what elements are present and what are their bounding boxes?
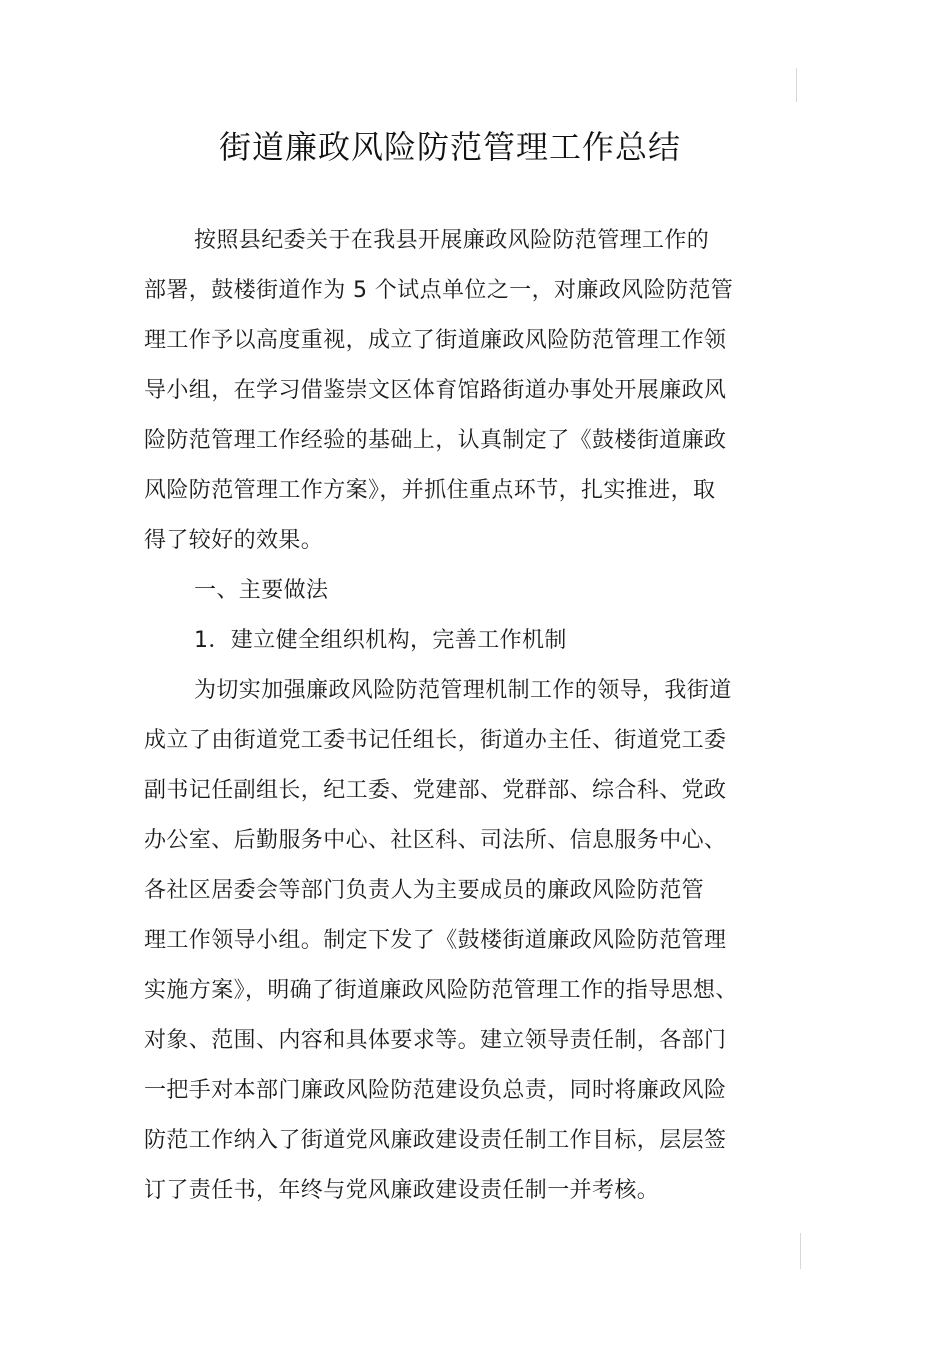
document-title: 街道廉政风险防范管理工作总结 bbox=[218, 128, 681, 166]
page-corner-mark-top bbox=[796, 68, 797, 102]
paragraph-line: 成立了由街道党工委书记任组长，街道办主任、街道党工委 bbox=[144, 728, 727, 753]
paragraph-line: 对象、范围、内容和具体要求等。建立领导责任制，各部门 bbox=[144, 1028, 727, 1053]
paragraph-line: 导小组，在学习借鉴崇文区体育馆路街道办事处开展廉政风 bbox=[144, 378, 727, 403]
paragraph-line: 办公室、后勤服务中心、社区科、司法所、信息服务中心、 bbox=[144, 828, 727, 853]
page-corner-mark-bottom bbox=[800, 1233, 801, 1269]
paragraph-line: 理工作予以高度重视，成立了街道廉政风险防范管理工作领 bbox=[144, 328, 727, 353]
paragraph-line: 一把手对本部门廉政风险防范建设负总责，同时将廉政风险 bbox=[144, 1078, 727, 1103]
subsection-heading: 1．建立健全组织机构，完善工作机制 bbox=[194, 628, 567, 653]
paragraph-line: 各社区居委会等部门负责人为主要成员的廉政风险防范管 bbox=[144, 878, 705, 903]
paragraph-line: 险防范管理工作经验的基础上，认真制定了《鼓楼街道廉政 bbox=[144, 428, 727, 453]
paragraph-line: 部署，鼓楼街道作为 5 个试点单位之一，对廉政风险防范管 bbox=[144, 278, 734, 303]
paragraph-line: 防范工作纳入了街道党风廉政建设责任制工作目标，层层签 bbox=[144, 1128, 727, 1153]
paragraph-line: 理工作领导小组。制定下发了《鼓楼街道廉政风险防范管理 bbox=[144, 928, 727, 953]
section-heading: 一、主要做法 bbox=[194, 578, 329, 603]
paragraph-line: 副书记任副组长，纪工委、党建部、党群部、综合科、党政 bbox=[144, 778, 727, 803]
paragraph-line: 得了较好的效果。 bbox=[144, 528, 324, 553]
paragraph-line: 风险防范管理工作方案》，并抓住重点环节，扎实推进，取 bbox=[144, 478, 716, 503]
paragraph-line: 按照县纪委关于在我县开展廉政风险防范管理工作的 bbox=[194, 228, 710, 253]
paragraph-line: 实施方案》，明确了街道廉政风险防范管理工作的指导思想、 bbox=[144, 978, 738, 1003]
paragraph-line: 为切实加强廉政风险防范管理机制工作的领导，我街道 bbox=[194, 678, 732, 703]
paragraph-line: 订了责任书，年终与党风廉政建设责任制一并考核。 bbox=[144, 1178, 660, 1203]
